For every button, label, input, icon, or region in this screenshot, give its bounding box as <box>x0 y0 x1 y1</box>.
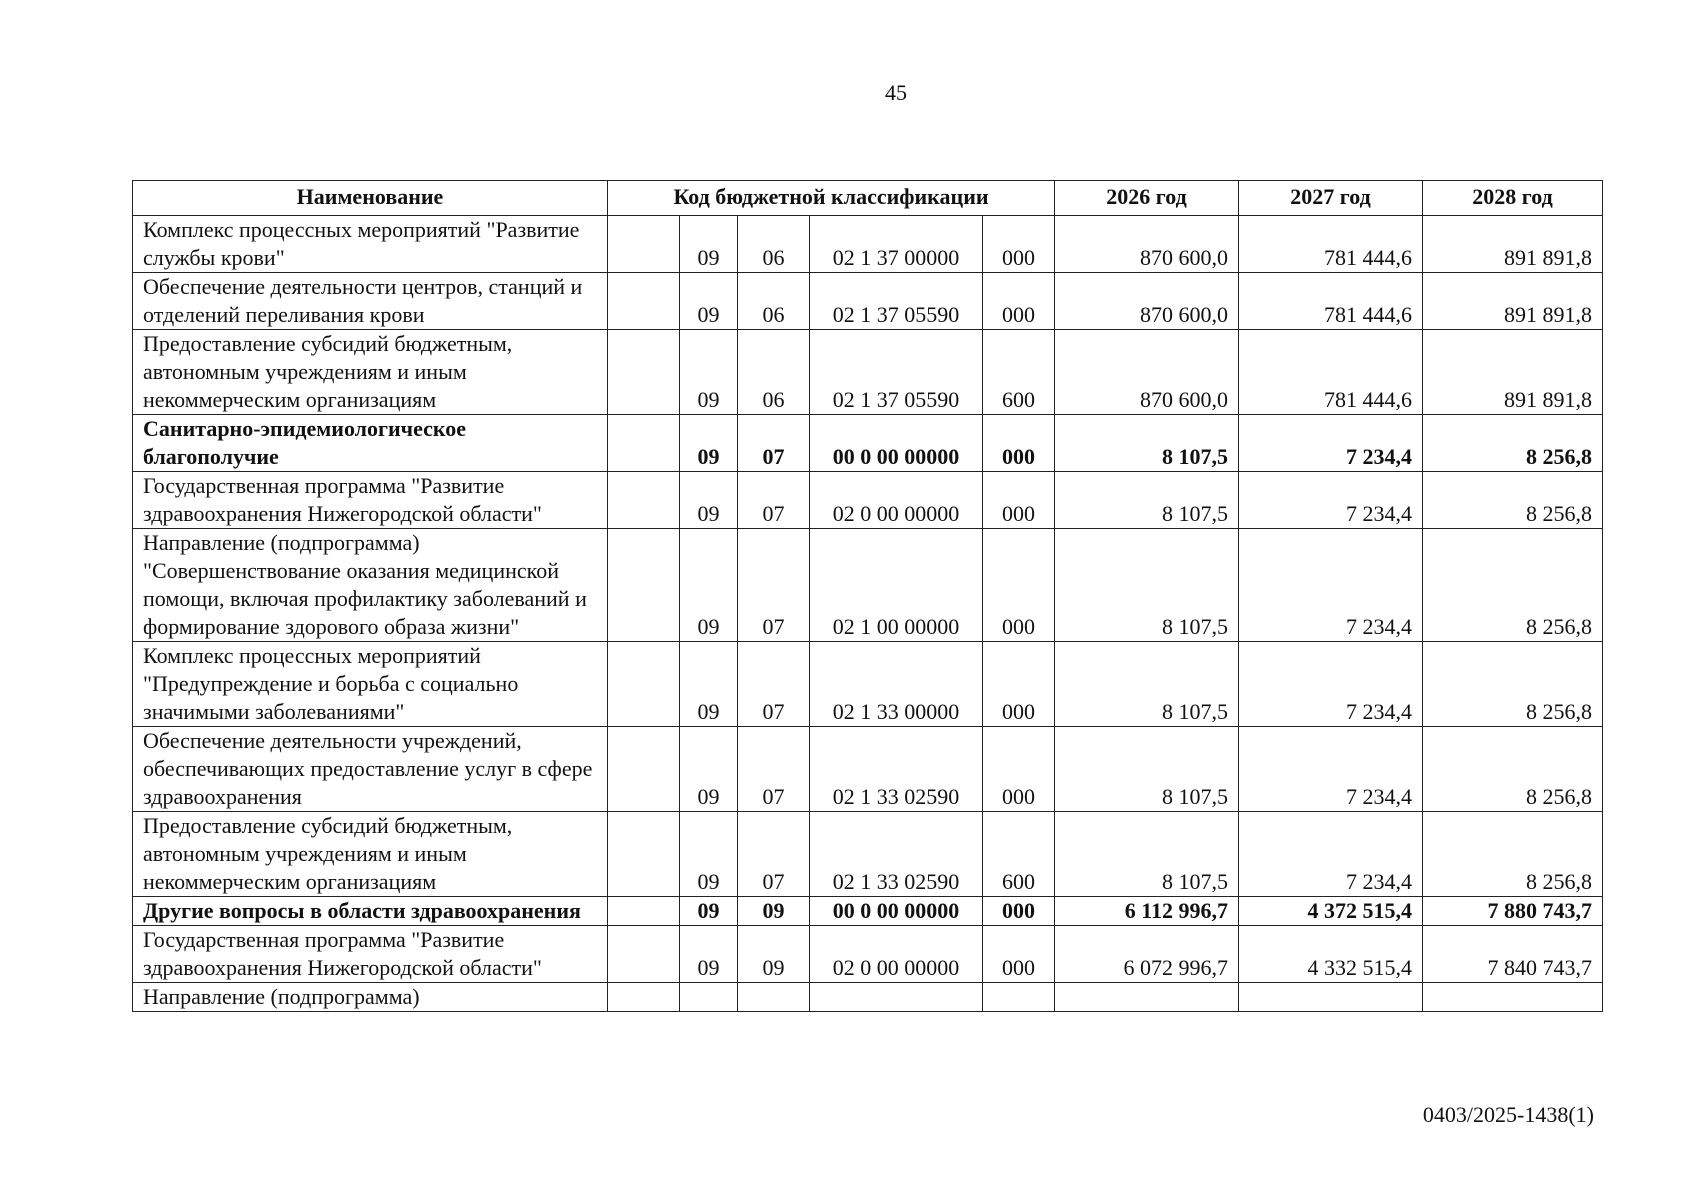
row-code-target: 02 1 33 00000 <box>810 642 983 727</box>
row-name: Комплекс процессных мероприятий "Предупреждение и борьба с социально значимыми заболеваниями" <box>133 642 608 727</box>
table-row <box>133 812 1603 897</box>
row-value-2026: 8 107,5 <box>1055 642 1239 727</box>
row-value-2028: 8 256,8 <box>1423 642 1603 727</box>
header-code: Код бюджетной классификации <box>608 181 1055 216</box>
row-value-2026: 8 107,5 <box>1055 472 1239 529</box>
row-code-section: 09 <box>680 727 738 812</box>
row-code-target: 00 0 00 00000 <box>810 897 983 926</box>
row-code-section <box>680 983 738 1012</box>
table-header-row <box>133 181 1603 216</box>
row-code-target: 00 0 00 00000 <box>810 415 983 472</box>
row-code-expense-type: 000 <box>983 642 1055 727</box>
row-value-2026: 6 112 996,7 <box>1055 897 1239 926</box>
row-code-subsection: 07 <box>738 727 810 812</box>
row-value-2027: 7 234,4 <box>1239 472 1423 529</box>
row-value-2027: 4 372 515,4 <box>1239 897 1423 926</box>
row-value-2028: 8 256,8 <box>1423 472 1603 529</box>
row-code-subsection: 07 <box>738 529 810 642</box>
row-code-subsection: 06 <box>738 330 810 415</box>
row-code-extra <box>608 216 680 273</box>
row-code-target: 02 1 37 00000 <box>810 216 983 273</box>
row-value-2027: 7 234,4 <box>1239 642 1423 727</box>
row-code-subsection: 09 <box>738 926 810 983</box>
table-row-section-total <box>133 415 1603 472</box>
row-value-2028 <box>1423 983 1603 1012</box>
row-value-2027: 781 444,6 <box>1239 273 1423 330</box>
header-year-2027: 2027 год <box>1239 181 1423 216</box>
row-code-extra <box>608 926 680 983</box>
row-code-extra <box>608 273 680 330</box>
row-code-extra <box>608 983 680 1012</box>
row-code-extra <box>608 727 680 812</box>
row-code-subsection <box>738 983 810 1012</box>
row-code-section: 09 <box>680 330 738 415</box>
row-value-2027: 4 332 515,4 <box>1239 926 1423 983</box>
header-year-2026: 2026 год <box>1055 181 1239 216</box>
row-code-expense-type: 000 <box>983 529 1055 642</box>
row-code-target: 02 1 37 05590 <box>810 273 983 330</box>
row-value-2026: 870 600,0 <box>1055 330 1239 415</box>
row-code-subsection: 07 <box>738 472 810 529</box>
row-value-2027 <box>1239 983 1423 1012</box>
row-code-subsection: 07 <box>738 812 810 897</box>
row-value-2026: 8 107,5 <box>1055 812 1239 897</box>
row-value-2028: 891 891,8 <box>1423 330 1603 415</box>
row-name: Санитарно-эпидемиологическое благополучие <box>133 415 608 472</box>
row-value-2026: 870 600,0 <box>1055 216 1239 273</box>
row-value-2026 <box>1055 983 1239 1012</box>
document-registration-code: 0403/2025-1438(1) <box>1422 1102 1594 1127</box>
row-value-2028: 7 840 743,7 <box>1423 926 1603 983</box>
row-code-extra <box>608 897 680 926</box>
row-value-2026: 870 600,0 <box>1055 273 1239 330</box>
row-code-section: 09 <box>680 273 738 330</box>
row-name: Направление (подпрограмма) <box>133 983 608 1012</box>
row-code-subsection: 09 <box>738 897 810 926</box>
row-value-2028: 8 256,8 <box>1423 727 1603 812</box>
row-value-2028: 7 880 743,7 <box>1423 897 1603 926</box>
row-value-2026: 8 107,5 <box>1055 415 1239 472</box>
row-value-2028: 8 256,8 <box>1423 812 1603 897</box>
row-code-subsection: 06 <box>738 216 810 273</box>
row-value-2028: 8 256,8 <box>1423 529 1603 642</box>
row-code-extra <box>608 642 680 727</box>
row-value-2027: 781 444,6 <box>1239 330 1423 415</box>
row-code-expense-type: 000 <box>983 727 1055 812</box>
row-code-target: 02 1 37 05590 <box>810 330 983 415</box>
row-code-expense-type: 000 <box>983 415 1055 472</box>
row-code-target: 02 1 00 00000 <box>810 529 983 642</box>
table-row <box>133 926 1603 983</box>
row-value-2026: 6 072 996,7 <box>1055 926 1239 983</box>
row-code-section: 09 <box>680 926 738 983</box>
row-name: Государственная программа "Развитие здравоохранения Нижегородской области" <box>133 472 608 529</box>
row-code-section: 09 <box>680 529 738 642</box>
row-value-2026: 8 107,5 <box>1055 529 1239 642</box>
row-code-target <box>810 983 983 1012</box>
row-code-expense-type: 000 <box>983 897 1055 926</box>
row-value-2026: 8 107,5 <box>1055 727 1239 812</box>
row-code-expense-type: 600 <box>983 812 1055 897</box>
table-row <box>133 330 1603 415</box>
row-code-expense-type <box>983 983 1055 1012</box>
row-code-extra <box>608 472 680 529</box>
row-name: Обеспечение деятельности центров, станций и отделений переливания крови <box>133 273 608 330</box>
row-value-2027: 7 234,4 <box>1239 415 1423 472</box>
row-value-2027: 7 234,4 <box>1239 727 1423 812</box>
row-code-expense-type: 600 <box>983 330 1055 415</box>
row-code-expense-type: 000 <box>983 926 1055 983</box>
header-name: Наименование <box>133 181 608 216</box>
table-row <box>133 983 1603 1012</box>
row-name: Предоставление субсидий бюджетным, автономным учреждениям и иным некоммерческим организациям <box>133 812 608 897</box>
table-row <box>133 273 1603 330</box>
row-code-section: 09 <box>680 472 738 529</box>
row-code-target: 02 0 00 00000 <box>810 472 983 529</box>
row-code-subsection: 07 <box>738 642 810 727</box>
row-code-target: 02 1 33 02590 <box>810 812 983 897</box>
row-code-extra <box>608 415 680 472</box>
budget-table <box>132 180 1603 1012</box>
table-row <box>133 642 1603 727</box>
row-name: Предоставление субсидий бюджетным, автономным учреждениям и иным некоммерческим организациям <box>133 330 608 415</box>
row-code-section: 09 <box>680 897 738 926</box>
table-row <box>133 472 1603 529</box>
row-code-section: 09 <box>680 216 738 273</box>
row-value-2028: 8 256,8 <box>1423 415 1603 472</box>
row-code-expense-type: 000 <box>983 273 1055 330</box>
row-code-extra <box>608 529 680 642</box>
row-value-2028: 891 891,8 <box>1423 273 1603 330</box>
row-name: Направление (подпрограмма) "Совершенствование оказания медицинской помощи, включая профилактику заболеваний и формирование здорового образа жизни" <box>133 529 608 642</box>
page-number: 45 <box>885 80 907 105</box>
row-code-extra <box>608 812 680 897</box>
table-row-section-total <box>133 897 1603 926</box>
row-code-expense-type: 000 <box>983 216 1055 273</box>
row-value-2028: 891 891,8 <box>1423 216 1603 273</box>
row-name: Обеспечение деятельности учреждений, обеспечивающих предоставление услуг в сфере здравоохранения <box>133 727 608 812</box>
table-row <box>133 727 1603 812</box>
row-value-2027: 7 234,4 <box>1239 529 1423 642</box>
row-code-extra <box>608 330 680 415</box>
row-code-subsection: 07 <box>738 415 810 472</box>
row-code-section: 09 <box>680 415 738 472</box>
row-name: Другие вопросы в области здравоохранения <box>133 897 608 926</box>
row-code-section: 09 <box>680 642 738 727</box>
table-row <box>133 529 1603 642</box>
row-code-subsection: 06 <box>738 273 810 330</box>
row-code-target: 02 0 00 00000 <box>810 926 983 983</box>
row-value-2027: 7 234,4 <box>1239 812 1423 897</box>
row-code-expense-type: 000 <box>983 472 1055 529</box>
row-code-target: 02 1 33 02590 <box>810 727 983 812</box>
row-name: Государственная программа "Развитие здравоохранения Нижегородской области" <box>133 926 608 983</box>
header-year-2028: 2028 год <box>1423 181 1603 216</box>
row-name: Комплекс процессных мероприятий "Развитие службы крови" <box>133 216 608 273</box>
row-code-section: 09 <box>680 812 738 897</box>
table-row <box>133 216 1603 273</box>
row-value-2027: 781 444,6 <box>1239 216 1423 273</box>
